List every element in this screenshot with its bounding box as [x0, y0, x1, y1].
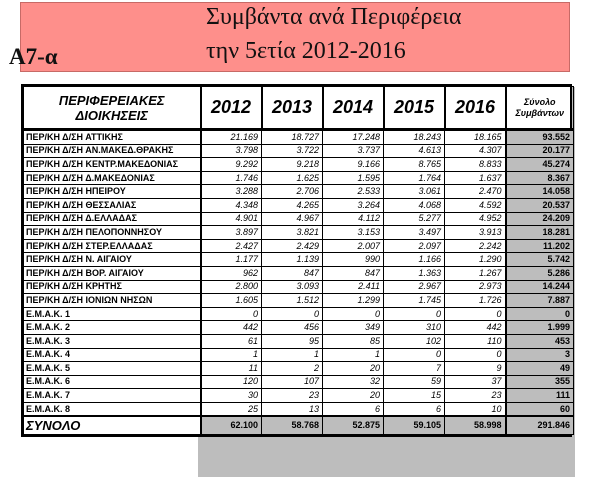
- table-row: [24, 158, 574, 172]
- year-value-cell: 3.093: [262, 280, 323, 294]
- year-value-cell: 1.746: [201, 171, 262, 185]
- region-name-cell: ΠΕΡ/ΚΗ Δ/ΣΗ ΘΕΣΣΑΛΙΑΣ: [24, 198, 201, 212]
- table-row: [24, 171, 574, 185]
- year-value-cell: 3.737: [323, 144, 384, 158]
- grand-total-year-cell: 59.105: [384, 416, 445, 435]
- table-row: [24, 185, 574, 199]
- year-value-cell: 2.470: [445, 185, 506, 199]
- year-value-cell: 456: [262, 321, 323, 335]
- year-value-cell: 2.007: [323, 239, 384, 253]
- column-header-year: 2012: [201, 87, 262, 130]
- region-name-cell: Ε.Μ.Α.Κ. 3: [24, 334, 201, 348]
- year-value-cell: 2.427: [201, 239, 262, 253]
- year-value-cell: 1.726: [445, 294, 506, 308]
- table-row: [24, 280, 574, 294]
- table-row: [24, 348, 574, 362]
- year-value-cell: 3.798: [201, 144, 262, 158]
- year-value-cell: 110: [445, 334, 506, 348]
- year-value-cell: 1.605: [201, 294, 262, 308]
- table-row: [24, 226, 574, 240]
- table-row: [24, 144, 574, 158]
- year-value-cell: 9: [445, 362, 506, 376]
- region-name-cell: ΠΕΡ/ΚΗ Δ/ΣΗ ΑΤΤΙΚΗΣ: [24, 130, 201, 145]
- year-value-cell: 1.166: [384, 253, 445, 267]
- region-name-cell: ΠΕΡ/ΚΗ Δ/ΣΗ Δ.ΜΑΚΕΔΟΝΙΑΣ: [24, 171, 201, 185]
- year-value-cell: 3.061: [384, 185, 445, 199]
- incidents-table: [23, 86, 574, 435]
- table-row: [24, 375, 574, 389]
- year-value-cell: 85: [323, 334, 384, 348]
- table-row: [24, 130, 574, 145]
- total-value-cell: 93.552: [506, 130, 574, 145]
- year-value-cell: 59: [384, 375, 445, 389]
- column-header-year: 2016: [445, 87, 506, 130]
- year-value-cell: 3.497: [384, 226, 445, 240]
- year-value-cell: 8.765: [384, 158, 445, 172]
- year-value-cell: 4.952: [445, 212, 506, 226]
- year-value-cell: 25: [201, 402, 262, 416]
- grand-total-row: [24, 416, 574, 435]
- year-value-cell: 1.267: [445, 266, 506, 280]
- column-header-year: 2014: [323, 87, 384, 130]
- year-value-cell: 2.533: [323, 185, 384, 199]
- region-name-cell: Ε.Μ.Α.Κ. 4: [24, 348, 201, 362]
- section-code: A7-α: [9, 44, 58, 69]
- year-value-cell: 442: [201, 321, 262, 335]
- year-value-cell: 18.165: [445, 130, 506, 145]
- column-header-total-line1: Σύνολο: [523, 96, 556, 107]
- table-row: [24, 334, 574, 348]
- table-row: [24, 389, 574, 403]
- year-value-cell: 3.821: [262, 226, 323, 240]
- page-subtitle: την 5ετία 2012-2016: [206, 38, 406, 64]
- total-value-cell: 24.209: [506, 212, 574, 226]
- grand-total-year-cell: 58.768: [262, 416, 323, 435]
- year-value-cell: 4.592: [445, 198, 506, 212]
- total-value-cell: 453: [506, 334, 574, 348]
- year-value-cell: 9.166: [323, 158, 384, 172]
- region-name-cell: ΠΕΡ/ΚΗ Δ/ΣΗ ΗΠΕΙΡΟΥ: [24, 185, 201, 199]
- total-value-cell: 18.281: [506, 226, 574, 240]
- year-value-cell: 3.897: [201, 226, 262, 240]
- year-value-cell: 7: [384, 362, 445, 376]
- year-value-cell: 0: [201, 307, 262, 321]
- total-value-cell: 111: [506, 389, 574, 403]
- table-row: [24, 212, 574, 226]
- year-value-cell: 0: [445, 307, 506, 321]
- total-value-cell: 0: [506, 307, 574, 321]
- year-value-cell: 10: [445, 402, 506, 416]
- year-value-cell: 20: [323, 389, 384, 403]
- region-name-cell: ΠΕΡ/ΚΗ Δ/ΣΗ ΑΝ.ΜΑΚΕΔ.ΘΡΑΚΗΣ: [24, 144, 201, 158]
- year-value-cell: 6: [384, 402, 445, 416]
- year-value-cell: 1.290: [445, 253, 506, 267]
- year-value-cell: 9.218: [262, 158, 323, 172]
- total-value-cell: 355: [506, 375, 574, 389]
- grand-total-year-cell: 58.998: [445, 416, 506, 435]
- region-name-cell: Ε.Μ.Α.Κ. 2: [24, 321, 201, 335]
- year-value-cell: 107: [262, 375, 323, 389]
- region-name-cell: ΠΕΡ/ΚΗ Δ/ΣΗ Ν. ΑΙΓΑΙΟΥ: [24, 253, 201, 267]
- year-value-cell: 2.973: [445, 280, 506, 294]
- year-value-cell: 1.299: [323, 294, 384, 308]
- table-header-row: [24, 87, 574, 130]
- year-value-cell: 1: [262, 348, 323, 362]
- year-value-cell: 4.901: [201, 212, 262, 226]
- year-value-cell: 2.429: [262, 239, 323, 253]
- year-value-cell: 1.595: [323, 171, 384, 185]
- column-header-total-line2: Συμβάντων: [515, 107, 565, 118]
- year-value-cell: 32: [323, 375, 384, 389]
- year-value-cell: 1.745: [384, 294, 445, 308]
- year-value-cell: 11: [201, 362, 262, 376]
- year-value-cell: 442: [445, 321, 506, 335]
- region-name-cell: Ε.Μ.Α.Κ. 7: [24, 389, 201, 403]
- year-value-cell: 1.177: [201, 253, 262, 267]
- year-value-cell: 2.411: [323, 280, 384, 294]
- year-value-cell: 1: [323, 348, 384, 362]
- year-value-cell: 5.277: [384, 212, 445, 226]
- total-value-cell: 11.202: [506, 239, 574, 253]
- year-value-cell: 2: [262, 362, 323, 376]
- year-value-cell: 2.242: [445, 239, 506, 253]
- column-header-region-line2: ΔΙΟΙΚΗΣΕΙΣ: [75, 107, 148, 123]
- year-value-cell: 95: [262, 334, 323, 348]
- region-name-cell: ΠΕΡ/ΚΗ Δ/ΣΗ ΚΕΝΤΡ.ΜΑΚΕΔΟΝΙΑΣ: [24, 158, 201, 172]
- year-value-cell: 1.764: [384, 171, 445, 185]
- total-value-cell: 20.537: [506, 198, 574, 212]
- year-value-cell: 1.363: [384, 266, 445, 280]
- year-value-cell: 0: [323, 307, 384, 321]
- year-value-cell: 4.307: [445, 144, 506, 158]
- year-value-cell: 0: [445, 348, 506, 362]
- total-value-cell: 1.999: [506, 321, 574, 335]
- page-title: Συμβάντα ανά Περιφέρεια: [206, 4, 462, 30]
- year-value-cell: 847: [323, 266, 384, 280]
- column-header-region: [24, 87, 201, 130]
- grand-total-label: ΣΥΝΟΛΟ: [24, 416, 201, 435]
- year-value-cell: 1: [201, 348, 262, 362]
- year-value-cell: 3.913: [445, 226, 506, 240]
- year-value-cell: 310: [384, 321, 445, 335]
- year-value-cell: 2.967: [384, 280, 445, 294]
- year-value-cell: 20: [323, 362, 384, 376]
- table-row: [24, 198, 574, 212]
- year-value-cell: 1.625: [262, 171, 323, 185]
- year-value-cell: 0: [384, 307, 445, 321]
- year-value-cell: 2.706: [262, 185, 323, 199]
- region-name-cell: ΠΕΡ/ΚΗ Δ/ΣΗ ΙΟΝΙΩΝ ΝΗΣΩΝ: [24, 294, 201, 308]
- year-value-cell: 102: [384, 334, 445, 348]
- year-value-cell: 23: [445, 389, 506, 403]
- year-value-cell: 3.722: [262, 144, 323, 158]
- grand-total-year-cell: 52.875: [323, 416, 384, 435]
- total-value-cell: 20.177: [506, 144, 574, 158]
- year-value-cell: 1.512: [262, 294, 323, 308]
- region-name-cell: ΠΕΡ/ΚΗ Δ/ΣΗ ΒΟΡ. ΑΙΓΑΙΟΥ: [24, 266, 201, 280]
- year-value-cell: 847: [262, 266, 323, 280]
- table-row: [24, 321, 574, 335]
- column-header-region-line1: ΠΕΡΙΦΕΡΕΙΑΚΕΣ: [58, 92, 165, 108]
- year-value-cell: 2.097: [384, 239, 445, 253]
- year-value-cell: 23: [262, 389, 323, 403]
- column-header-year: 2013: [262, 87, 323, 130]
- year-value-cell: 1.139: [262, 253, 323, 267]
- year-value-cell: 8.833: [445, 158, 506, 172]
- grand-total-value: 291.846: [506, 416, 574, 435]
- total-value-cell: 45.274: [506, 158, 574, 172]
- year-value-cell: 18.243: [384, 130, 445, 145]
- region-name-cell: Ε.Μ.Α.Κ. 6: [24, 375, 201, 389]
- table-row: [24, 307, 574, 321]
- year-value-cell: 3.153: [323, 226, 384, 240]
- total-value-cell: 60: [506, 402, 574, 416]
- year-value-cell: 61: [201, 334, 262, 348]
- year-value-cell: 349: [323, 321, 384, 335]
- grand-total-year-cell: 62.100: [201, 416, 262, 435]
- year-value-cell: 4.967: [262, 212, 323, 226]
- year-value-cell: 3.264: [323, 198, 384, 212]
- year-value-cell: 17.248: [323, 130, 384, 145]
- year-value-cell: 37: [445, 375, 506, 389]
- year-value-cell: 0: [384, 348, 445, 362]
- year-value-cell: 18.727: [262, 130, 323, 145]
- region-name-cell: Ε.Μ.Α.Κ. 1: [24, 307, 201, 321]
- year-value-cell: 990: [323, 253, 384, 267]
- year-value-cell: 13: [262, 402, 323, 416]
- year-value-cell: 0: [262, 307, 323, 321]
- region-name-cell: Ε.Μ.Α.Κ. 5: [24, 362, 201, 376]
- year-value-cell: 4.348: [201, 198, 262, 212]
- region-name-cell: ΠΕΡ/ΚΗ Δ/ΣΗ ΠΕΛΟΠΟΝΝΗΣΟΥ: [24, 226, 201, 240]
- region-name-cell: ΠΕΡ/ΚΗ Δ/ΣΗ ΣΤΕΡ.ΕΛΛΑΔΑΣ: [24, 239, 201, 253]
- total-value-cell: 49: [506, 362, 574, 376]
- year-value-cell: 4.265: [262, 198, 323, 212]
- column-header-total: [506, 87, 574, 130]
- table-row: [24, 402, 574, 416]
- year-value-cell: 4.112: [323, 212, 384, 226]
- year-value-cell: 9.292: [201, 158, 262, 172]
- total-value-cell: 14.058: [506, 185, 574, 199]
- year-value-cell: 3.288: [201, 185, 262, 199]
- table-row: [24, 239, 574, 253]
- year-value-cell: 21.169: [201, 130, 262, 145]
- total-value-cell: 8.367: [506, 171, 574, 185]
- table-row: [24, 294, 574, 308]
- table-row: [24, 266, 574, 280]
- year-value-cell: 30: [201, 389, 262, 403]
- year-value-cell: 2.800: [201, 280, 262, 294]
- region-name-cell: ΠΕΡ/ΚΗ Δ/ΣΗ ΚΡΗΤΗΣ: [24, 280, 201, 294]
- total-value-cell: 14.244: [506, 280, 574, 294]
- year-value-cell: 4.068: [384, 198, 445, 212]
- data-table-frame: [21, 84, 572, 437]
- total-value-cell: 7.887: [506, 294, 574, 308]
- year-value-cell: 962: [201, 266, 262, 280]
- year-value-cell: 6: [323, 402, 384, 416]
- region-name-cell: Ε.Μ.Α.Κ. 8: [24, 402, 201, 416]
- column-header-year: 2015: [384, 87, 445, 130]
- year-value-cell: 15: [384, 389, 445, 403]
- year-value-cell: 1.637: [445, 171, 506, 185]
- region-name-cell: ΠΕΡ/ΚΗ Δ/ΣΗ Δ.ΕΛΛΑΔΑΣ: [24, 212, 201, 226]
- total-value-cell: 3: [506, 348, 574, 362]
- table-row: [24, 253, 574, 267]
- total-value-cell: 5.742: [506, 253, 574, 267]
- year-value-cell: 4.613: [384, 144, 445, 158]
- table-row: [24, 362, 574, 376]
- total-value-cell: 5.286: [506, 266, 574, 280]
- year-value-cell: 120: [201, 375, 262, 389]
